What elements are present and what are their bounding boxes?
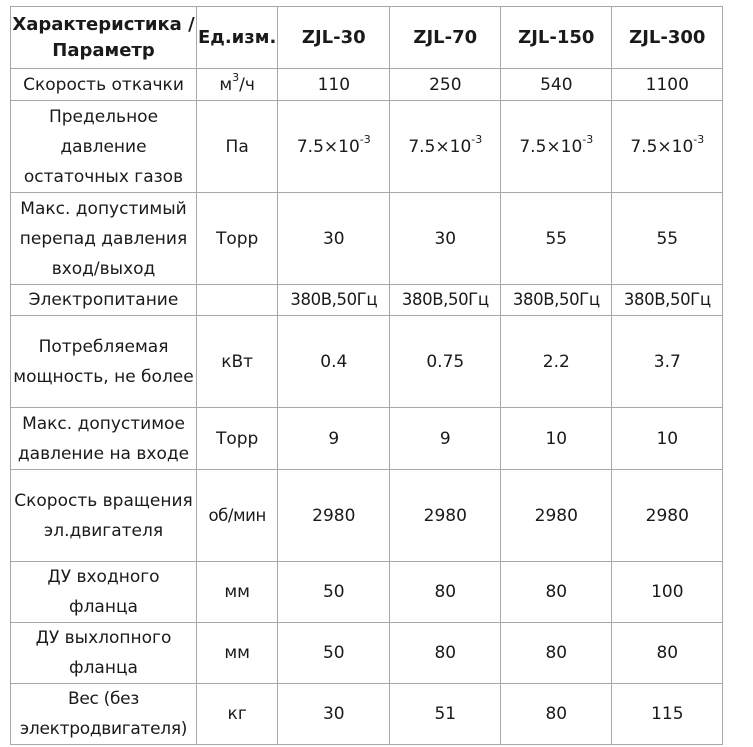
header-model: ZJL-150 xyxy=(501,7,612,69)
row-value: 2980 xyxy=(278,470,390,562)
row-value: 50 xyxy=(278,562,390,623)
value-exponent: -3 xyxy=(582,132,594,146)
row-value: 55 xyxy=(501,193,612,285)
row-value: 3.7 xyxy=(612,316,723,408)
row-unit xyxy=(197,285,278,316)
row-value: 0.75 xyxy=(390,316,501,408)
value-base: 7.5×10 xyxy=(408,136,472,157)
row-value: 115 xyxy=(612,684,723,745)
header-unit: Ед.изм. xyxy=(197,7,278,69)
header-row xyxy=(11,7,723,69)
row-value: 0.4 xyxy=(278,316,390,408)
row-name: ДУ входного фланца xyxy=(11,562,197,623)
row-value: 380В,50Гц xyxy=(501,285,612,316)
row-value: 10 xyxy=(612,408,723,470)
row-value: 2980 xyxy=(501,470,612,562)
row-value: 110 xyxy=(278,69,390,101)
row-name: Макс. допустимый перепад давления вход/выход xyxy=(11,193,197,285)
row-value: 51 xyxy=(390,684,501,745)
table-row xyxy=(11,316,723,408)
row-unit xyxy=(197,69,278,101)
header-model: ZJL-300 xyxy=(612,7,723,69)
row-value: 30 xyxy=(390,193,501,285)
row-unit: об/мин xyxy=(197,470,278,562)
spec-table xyxy=(10,6,723,745)
row-value: 30 xyxy=(278,193,390,285)
header-model: ZJL-70 xyxy=(390,7,501,69)
table-row xyxy=(11,684,723,745)
table-row xyxy=(11,470,723,562)
row-value: 9 xyxy=(390,408,501,470)
row-value: 80 xyxy=(612,623,723,684)
header-model: ZJL-30 xyxy=(278,7,390,69)
row-name: Потребляемая мощность, не более xyxy=(11,316,197,408)
row-value: 2980 xyxy=(612,470,723,562)
row-value: 80 xyxy=(501,684,612,745)
unit-text: м xyxy=(219,74,233,95)
row-value: 10 xyxy=(501,408,612,470)
row-value: 30 xyxy=(278,684,390,745)
row-value: 1100 xyxy=(612,69,723,101)
row-name: Макс. допустимое давление на входе xyxy=(11,408,197,470)
table-row xyxy=(11,101,723,193)
value-base: 7.5×10 xyxy=(296,136,360,157)
value-base: 7.5×10 xyxy=(630,136,694,157)
row-name: Электропитание xyxy=(11,285,197,316)
row-value: 9 xyxy=(278,408,390,470)
row-name: Скорость вращения эл.двигателя xyxy=(11,470,197,562)
row-unit: Па xyxy=(197,101,278,193)
row-value: 250 xyxy=(390,69,501,101)
row-value: 380В,50Гц xyxy=(612,285,723,316)
header-param: Характеристика / Параметр xyxy=(11,7,197,69)
value-exponent: -3 xyxy=(471,132,483,146)
table-row xyxy=(11,285,723,316)
row-value: 380В,50Гц xyxy=(278,285,390,316)
row-value: 2.2 xyxy=(501,316,612,408)
row-value: 80 xyxy=(501,623,612,684)
value-base: 7.5×10 xyxy=(519,136,583,157)
row-value xyxy=(501,101,612,193)
row-value: 100 xyxy=(612,562,723,623)
row-unit: кг xyxy=(197,684,278,745)
unit-text: /ч xyxy=(239,74,255,95)
row-value: 540 xyxy=(501,69,612,101)
row-value xyxy=(278,101,390,193)
row-value xyxy=(612,101,723,193)
value-exponent: -3 xyxy=(693,132,705,146)
row-name: Скорость откачки xyxy=(11,69,197,101)
table-row xyxy=(11,69,723,101)
row-value: 80 xyxy=(390,562,501,623)
row-name: Предельное давление остаточных газов xyxy=(11,101,197,193)
row-unit: Торр xyxy=(197,408,278,470)
row-value: 2980 xyxy=(390,470,501,562)
table-row xyxy=(11,623,723,684)
table-row xyxy=(11,408,723,470)
row-value: 55 xyxy=(612,193,723,285)
row-name: Вес (без электродвигателя) xyxy=(11,684,197,745)
row-value xyxy=(390,101,501,193)
row-unit: мм xyxy=(197,562,278,623)
table-row xyxy=(11,562,723,623)
value-exponent: -3 xyxy=(359,132,371,146)
row-name: ДУ выхлопного фланца xyxy=(11,623,197,684)
row-unit: мм xyxy=(197,623,278,684)
row-value: 80 xyxy=(501,562,612,623)
row-value: 380В,50Гц xyxy=(390,285,501,316)
unit-superscript: 3 xyxy=(232,70,240,84)
row-value: 50 xyxy=(278,623,390,684)
table-row xyxy=(11,193,723,285)
row-unit: кВт xyxy=(197,316,278,408)
row-value: 80 xyxy=(390,623,501,684)
row-unit: Торр xyxy=(197,193,278,285)
